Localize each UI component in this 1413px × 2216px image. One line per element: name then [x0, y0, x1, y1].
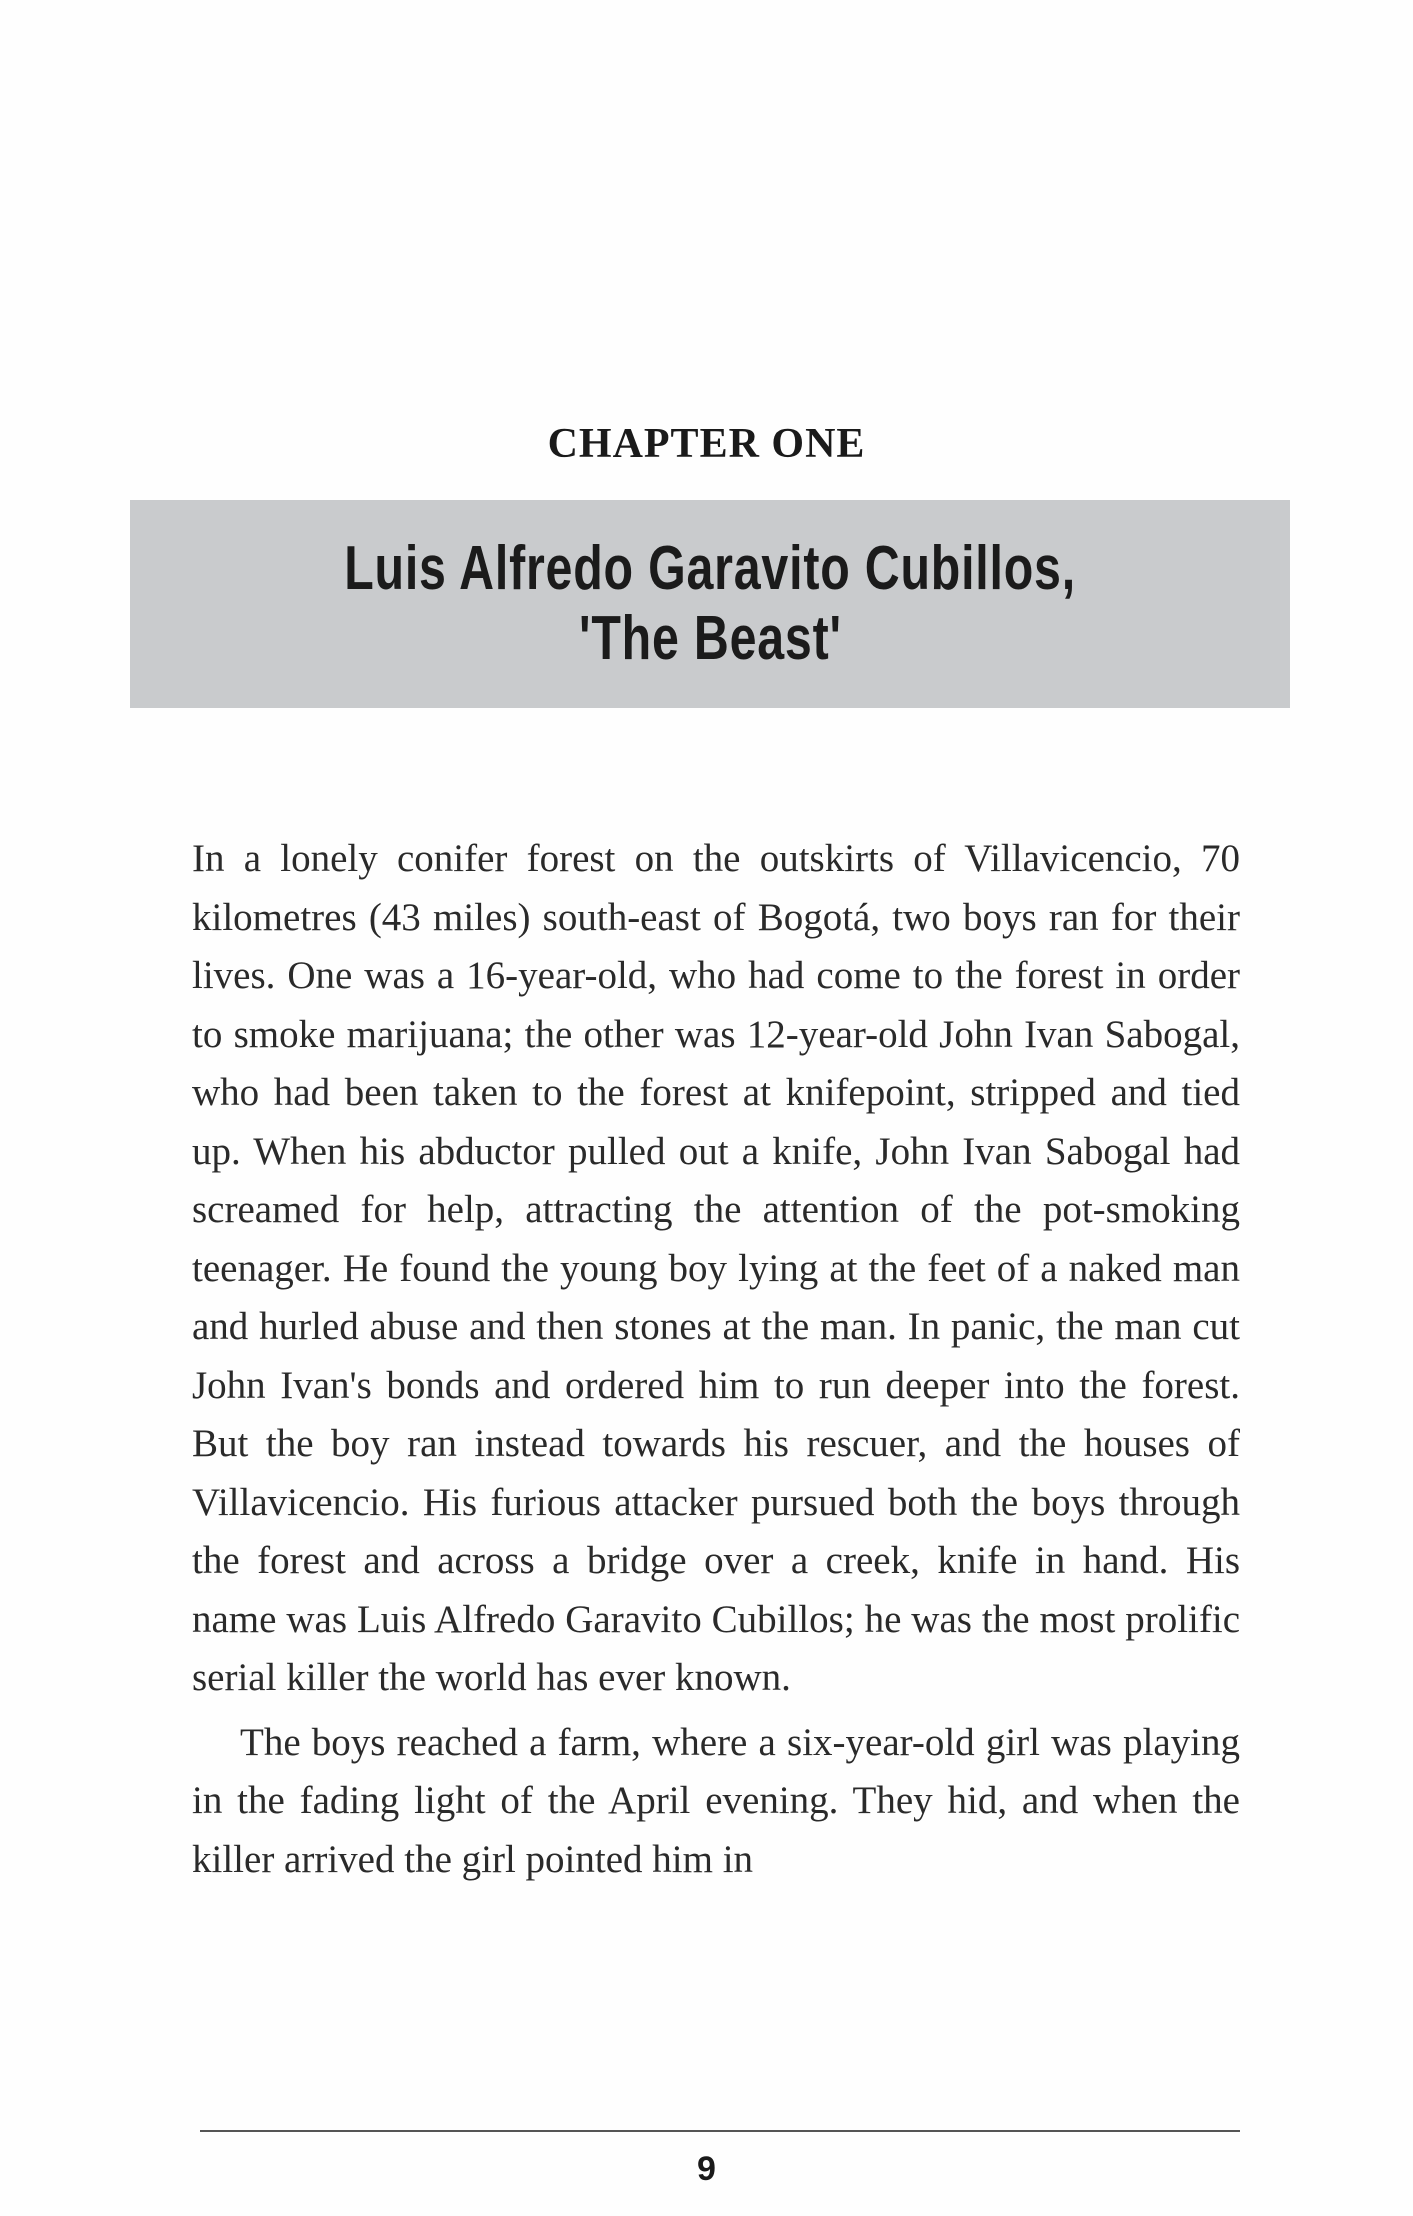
chapter-body [192, 830, 1240, 1889]
body-paragraph-2: The boys reached a farm, where a six-year-old girl was playing in the fading light of the April evening. They hid, and when the killer arrived the girl pointed him in [192, 1720, 1240, 1881]
body-paragraph-1: In a lonely conifer forest on the outskirts of Villavicencio, 70 kilometres (43 miles) south-east of Bogotá, two boys ran for their lives. One was a 16-year-old, who had come to the forest in order to smoke marijuana; the other was 12-year-old John Ivan Sabogal, who had been taken to the forest at knifepoint, stripped and tied up. When his abductor pulled out a knife, John Ivan Sabogal had screamed for help, attracting the attention of the pot-smoking teenager. He found the young boy lying at the feet of a naked man and hurled abuse and then stones at the man. In panic, the man cut John Ivan's bonds and ordered him to run deeper into the forest. But the boy ran instead towards his rescuer, and the houses of Villavicencio. His furious attacker pursued both the boys through the forest and across a bridge over a creek, knife in hand. His name was Luis Alfredo Garavito Cubillos; he was the most prolific serial killer the world has ever known. [192, 837, 1240, 1699]
footer-rule [200, 2130, 1240, 2132]
chapter-title-line-1: Luis Alfredo Garavito Cubillos, [344, 534, 1076, 603]
chapter-title-line-2: 'The Beast' [578, 604, 842, 673]
chapter-title-band [130, 500, 1290, 708]
page-number: 9 [697, 2150, 716, 2188]
chapter-label: CHAPTER ONE [547, 421, 866, 467]
